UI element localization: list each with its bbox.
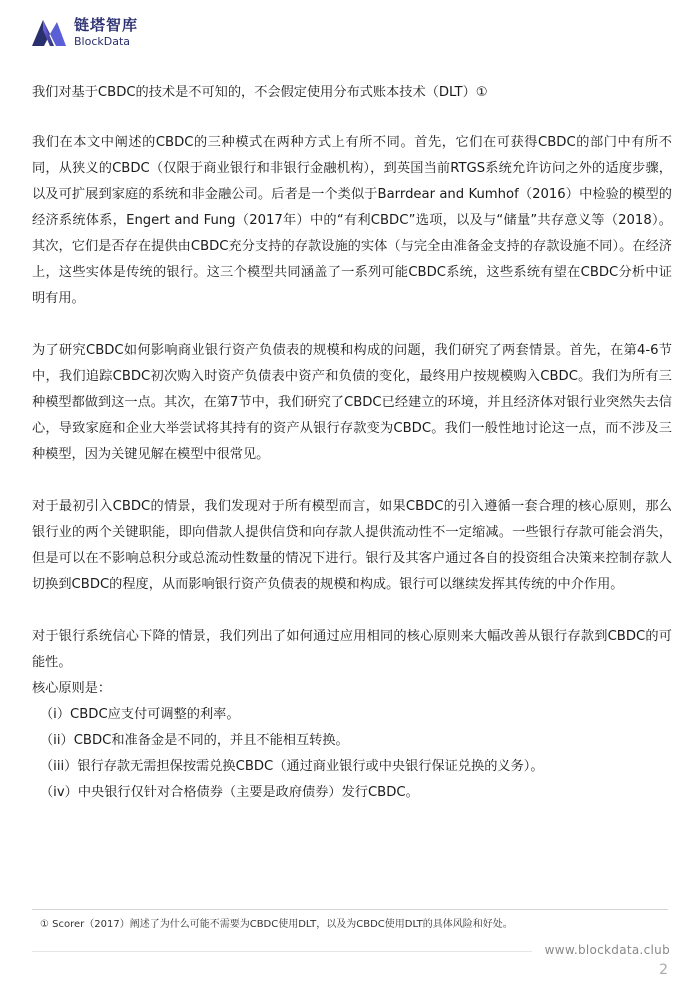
principle-item: （ii）CBDC和准备金是不同的，并且不能相互转换。 — [40, 733, 349, 748]
footnote-divider — [32, 909, 668, 910]
footer-divider — [32, 951, 532, 952]
brand-header — [30, 14, 138, 50]
footnote: ① Scorer（2017）阐述了为什么可能不需要为CBDC使用DLT，以及为CBDC使用DLT的具体风险和好处。 — [40, 919, 513, 930]
logo-chinese-name: 链塔智库 — [74, 15, 139, 34]
principle-item: （iv）中央银行仅针对合格债券（主要是政府债券）发行CBDC。 — [40, 785, 419, 800]
paragraph-confidence-decline: 对于银行系统信心下降的情景，我们列出了如何通过应用相同的核心原则来大幅改善从银行存款到CBDC的可能性。 — [32, 629, 672, 670]
principle-item: （i）CBDC应支付可调整的利率。 — [40, 707, 240, 722]
paragraph-initial-introduction: 对于最初引入CBDC的情景，我们发现对于所有模型而言，如果CBDC的引入遵循一套合理的核心原则，那么银行业的两个关键职能，即向借款人提供信贷和向存款人提供流动性不一定缩减。一些银行存款可能会消失，但是可以在不影响总积分或总流动性数量的情况下进行。银行及其客户通过各自的投资组合决策来控制存款人切换到CBDC的程度，从而影响银行资产负债表的规模和构成。银行可以继续发挥其传统的中介作用。 — [32, 499, 672, 592]
principles-intro: 核心原则是： — [32, 681, 112, 696]
paragraph-scenarios: 为了研究CBDC如何影响商业银行资产负债表的规模和构成的问题，我们研究了两套情景。首先，在第4-6节中，我们追踪CBDC初次购入时资产负债表中资产和负债的变化，最终用户按规模购入CBDC。我们为所有三种模型都做到这一点。其次，在第7节中，我们研究了CBDC已经建立的环境，并且经济体对银行业突然失去信心，导致家庭和企业大举尝试将其持有的资产从银行存款变为CBDC。我们一般性地讨论这一点，而不涉及三种模型，因为关键见解在模型中很常见。 — [32, 343, 672, 462]
footer-url: www.blockdata.club — [544, 943, 670, 957]
paragraph-dlt: 我们对基于CBDC的技术是不可知的，不会假定使用分布式账本技术（DLT）① — [32, 85, 488, 100]
principle-item: （iii）银行存款无需担保按需兑换CBDC（通过商业银行或中央银行保证兑换的义务）。 — [40, 759, 544, 774]
logo-english-name: BlockData — [74, 34, 131, 48]
document-body — [32, 80, 672, 806]
paragraph-three-models: 我们在本文中阐述的CBDC的三种模式在两种方式上有所不同。首先，它们在可获得CBDC的部门中有所不同，从狭义的CBDC（仅限于商业银行和非银行金融机构），到英国当前RTGS系统允许访问之外的适度步骤，以及可扩展到家庭的系统和非金融公司。后者是一个类似于Barrdear and Kumhof（2016）中检验的模型的经济系统体系，Engert and Fung（2017年）中的“有利CBDC”选项，以及与“储量”共存意义等（2018）。其次，它们是否存在提供由CBDC充分支持的存款设施的实体（与完全由准备金支持的存款设施不同）。在经济上，这些实体是传统的银行。这三个模型共同涵盖了一系列可能CBDC系统，这些系统有望在CBDC分析中证明有用。 — [32, 135, 672, 306]
blockdata-logo-icon — [30, 16, 68, 48]
page-number: 2 — [659, 962, 668, 978]
